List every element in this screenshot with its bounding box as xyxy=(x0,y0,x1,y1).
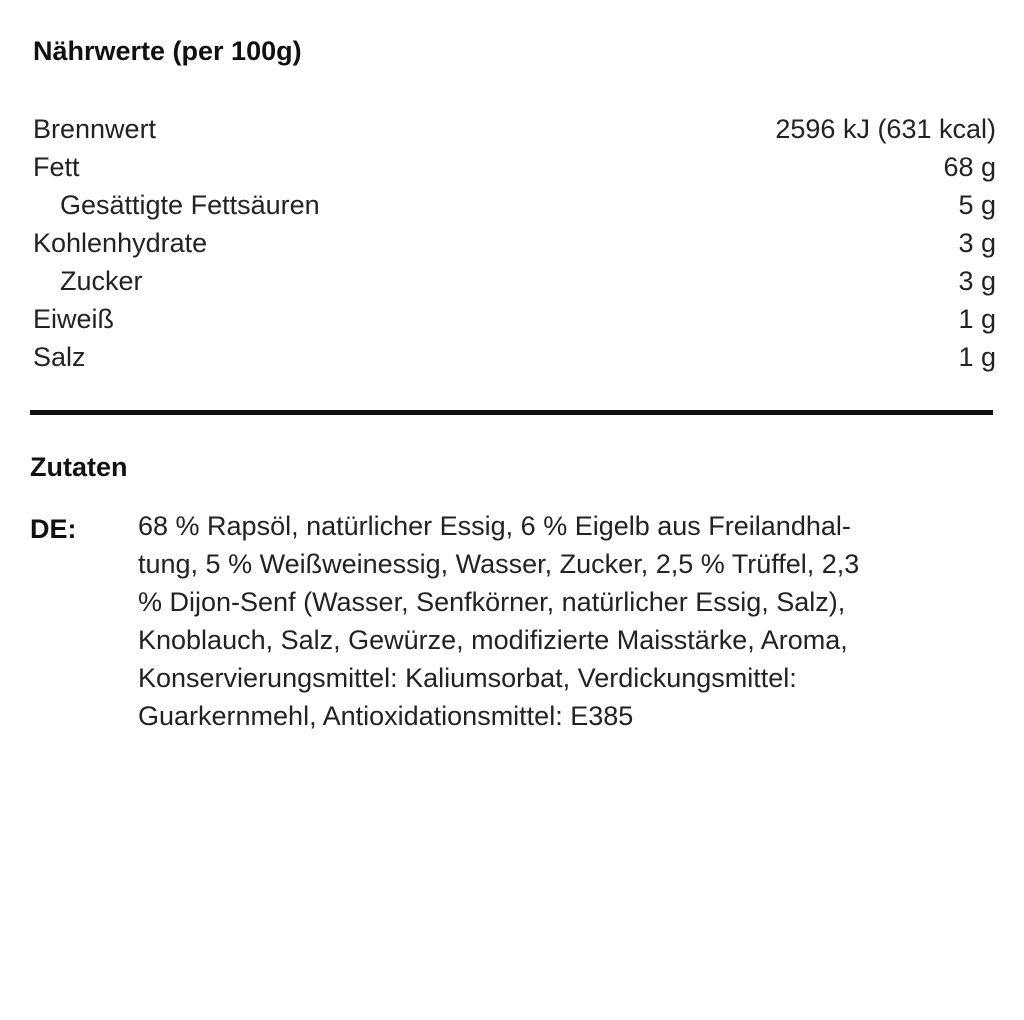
nutrition-value: 5 g xyxy=(958,190,996,220)
ingredients-line: Guarkernmehl, Antioxidationsmittel: E385 xyxy=(138,701,634,731)
nutrition-label: Salz xyxy=(33,342,86,372)
ingredients-text xyxy=(138,507,988,735)
nutrition-value: 1 g xyxy=(958,304,996,334)
nutrition-value: 2596 kJ (631 kcal) xyxy=(775,114,996,144)
ingredients-line: 68 % Rapsöl, natürlicher Essig, 6 % Eigelb aus Freilandhal- xyxy=(138,511,851,541)
nutrition-value: 3 g xyxy=(958,266,996,296)
nutrition-label: Fett xyxy=(33,152,80,182)
nutrition-title: Nährwerte (per 100g) xyxy=(33,36,302,66)
nutrition-row-saturated-fat xyxy=(33,186,996,224)
nutrition-label: Kohlenhydrate xyxy=(33,228,208,258)
nutrition-label: Zucker xyxy=(60,266,143,296)
nutrition-row-carbohydrates xyxy=(33,224,996,262)
nutrition-row-fat xyxy=(33,148,996,186)
nutrition-value: 68 g xyxy=(943,152,996,182)
nutrition-row-sugar xyxy=(33,262,996,300)
nutrition-row-protein xyxy=(33,300,996,338)
ingredients-title: Zutaten xyxy=(30,452,128,482)
ingredients-language-label: DE: xyxy=(30,514,77,544)
ingredients-line: Konservierungsmittel: Kaliumsorbat, Verdickungsmittel: xyxy=(138,663,797,693)
nutrition-label: Brennwert xyxy=(33,114,157,144)
nutrition-label: Gesättigte Fettsäuren xyxy=(60,190,320,220)
ingredients-line: tung, 5 % Weißweinessig, Wasser, Zucker, 2,5 % Trüffel, 2,3 xyxy=(138,549,860,579)
nutrition-value: 3 g xyxy=(958,228,996,258)
nutrition-row-salt xyxy=(33,338,996,376)
ingredients-line: Knoblauch, Salz, Gewürze, modifizierte Maisstärke, Aroma, xyxy=(138,625,848,655)
nutrition-label: Eiweiß xyxy=(33,304,115,334)
nutrition-table xyxy=(33,110,996,376)
ingredients-line: % Dijon-Senf (Wasser, Senfkörner, natürlicher Essig, Salz), xyxy=(138,587,846,617)
nutrition-row-energy xyxy=(33,110,996,148)
section-divider xyxy=(30,410,993,415)
nutrition-value: 1 g xyxy=(958,342,996,372)
